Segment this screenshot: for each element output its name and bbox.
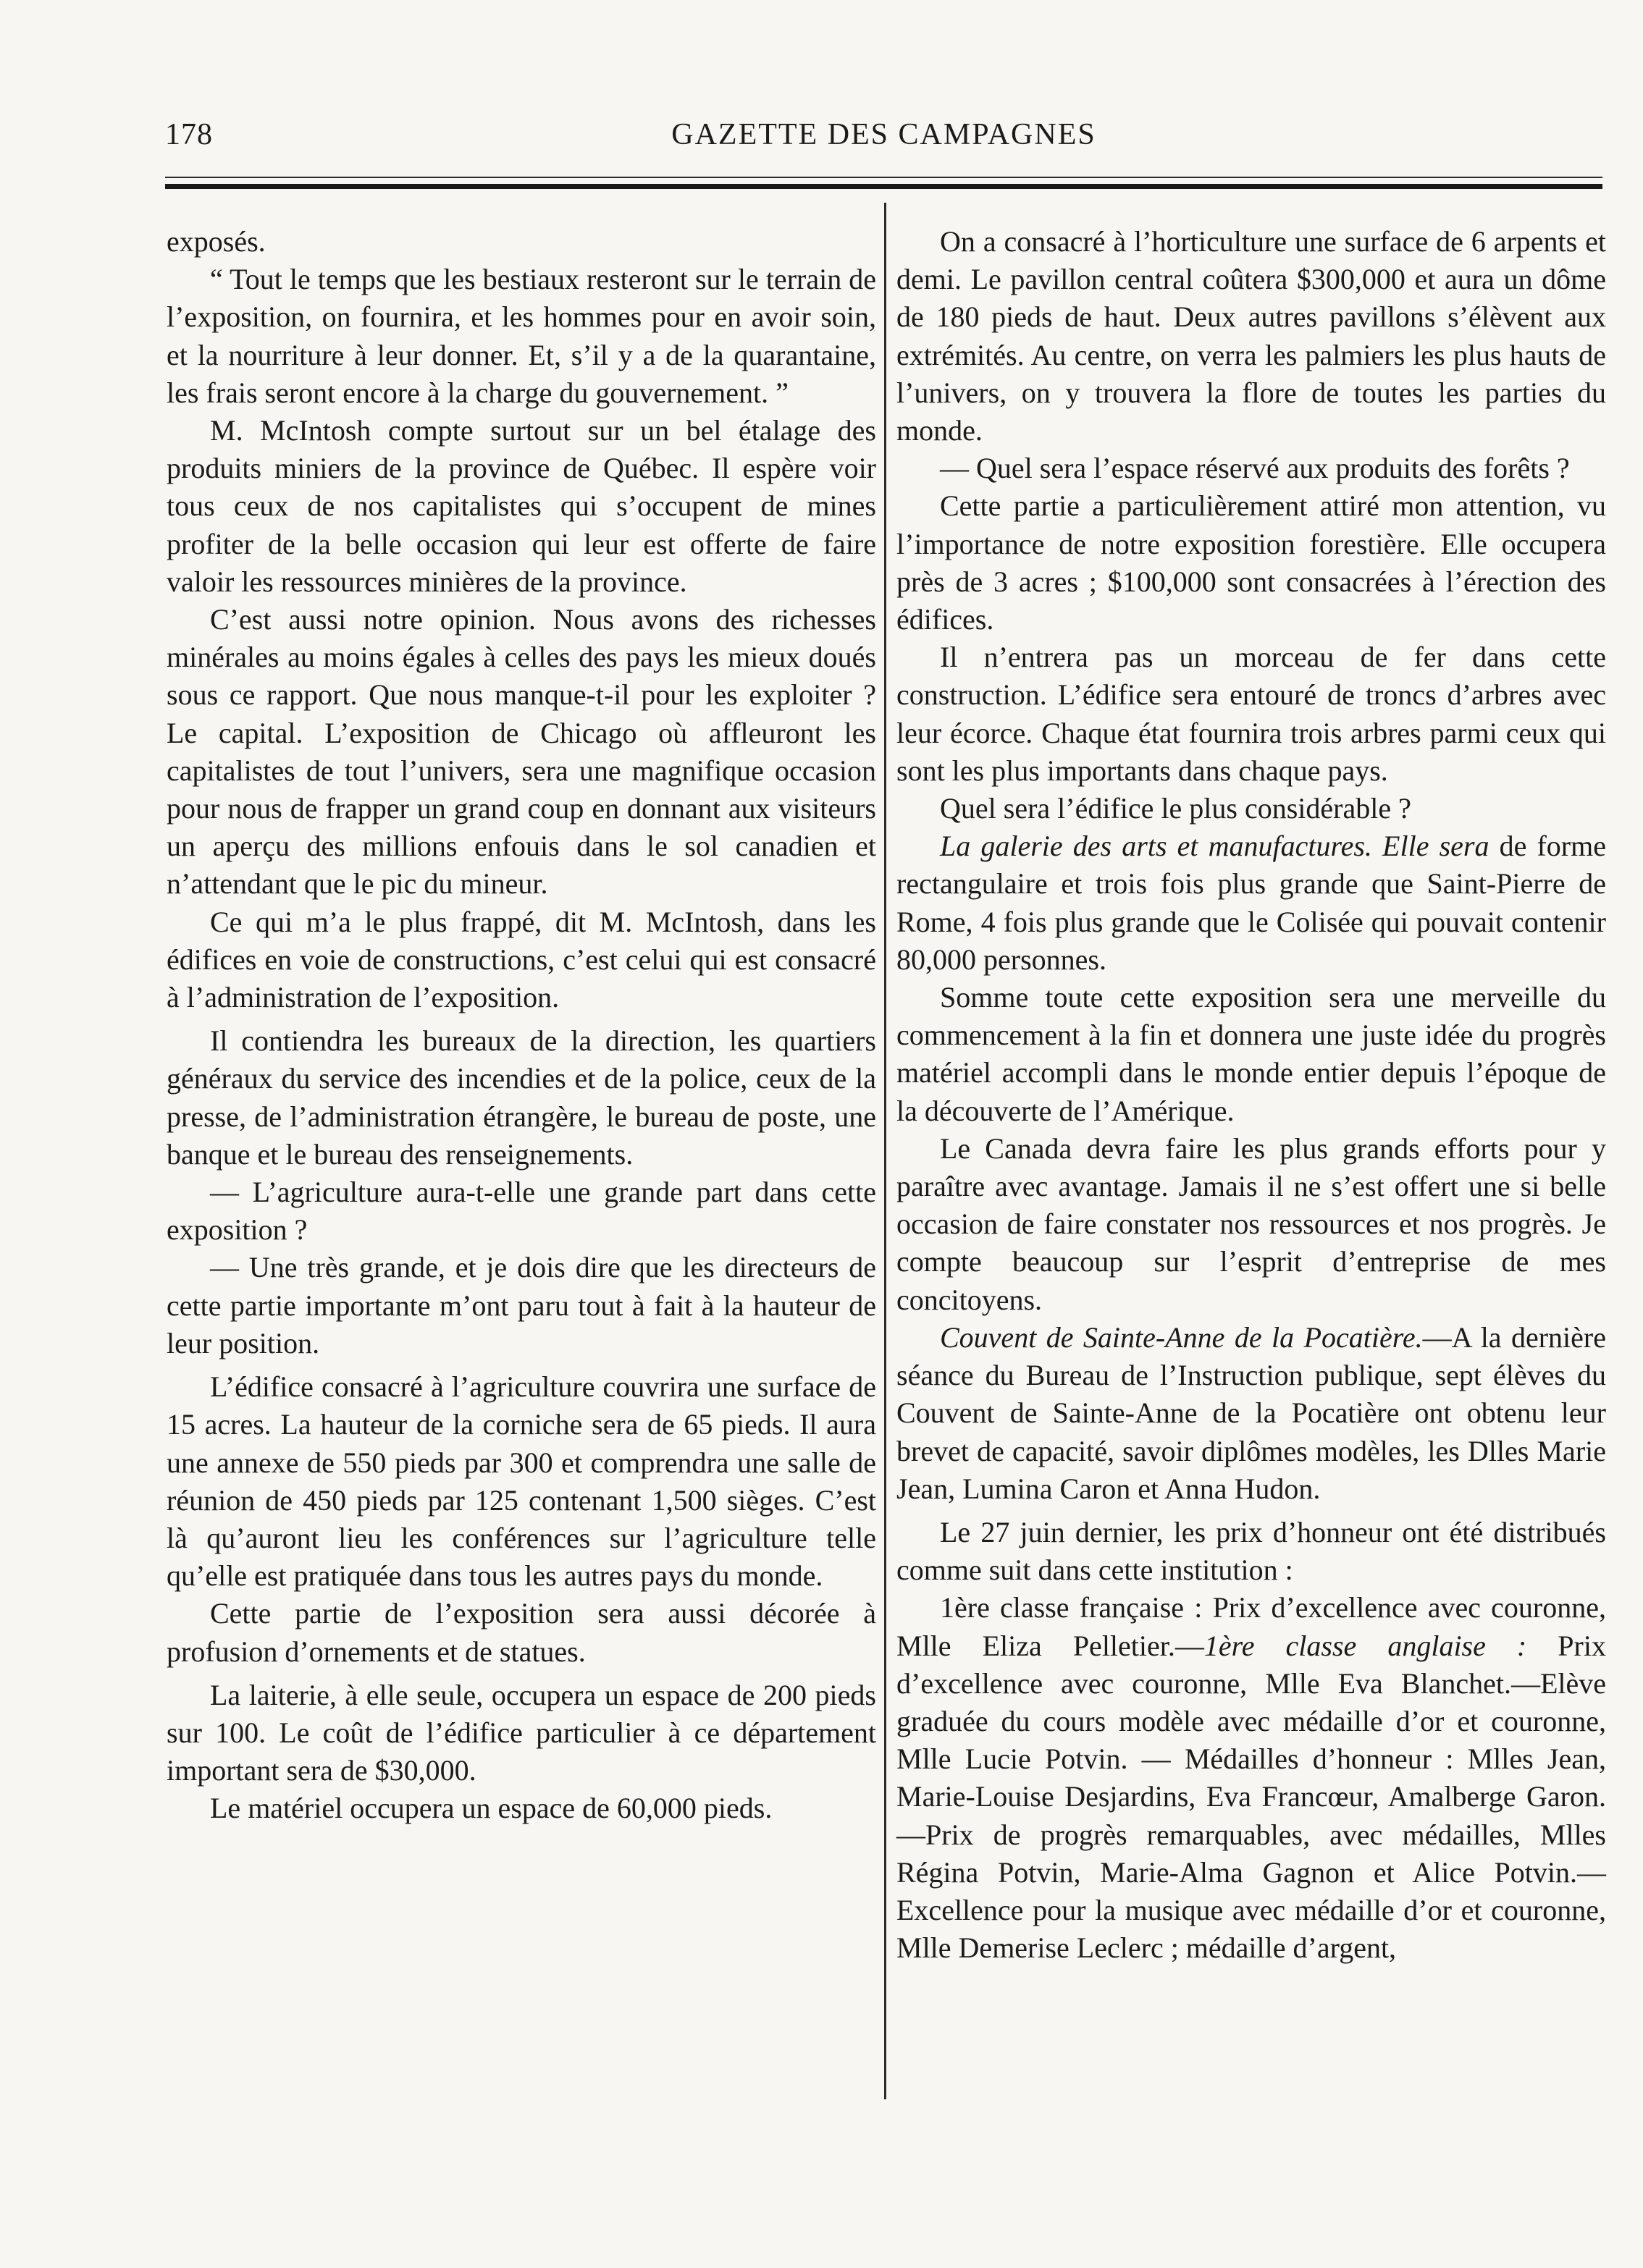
paragraph-text: de forme rectangulaire et trois fois plus grande que Saint-Pierre de Rome, 4 fois plus grande que le Colisée qui pouvait contenir 80,000 personnes. (896, 830, 1606, 976)
header-rule-thick (165, 184, 1602, 189)
paragraph: On a consacré à l’horticulture une surface de 6 arpents et demi. Le pavillon central coûtera $300,000 et aura un dôme de 180 pieds de haut. Deux autres pavillons s’élèvent aux extrémités. Au centre, on verra les palmiers les plus hauts de l’univers, on y trouvera la flore de toutes les parties du monde. (896, 225, 1606, 447)
paragraph: Cette partie a particulièrement attiré mon attention, vu l’importance de notre exposition forestière. Elle occupera près de 3 acres ; $100,000 sont consacrées à l’érection des édifices. (896, 489, 1606, 636)
paragraph: — Une très grande, et je dois dire que les directeurs de cette partie importante m’ont paru tout à fait à la hauteur de leur position. (167, 1251, 876, 1359)
paragraph (896, 1589, 1606, 1967)
paragraph: Somme toute cette exposition sera une merveille du commencement à la fin et donnera une juste idée du progrès matériel accompli dans le monde entier depuis l’époque de la découverte de l’Amérique. (896, 981, 1606, 1127)
page-header (165, 116, 1602, 159)
paragraph: “ Tout le temps que les bestiaux resteront sur le terrain de l’exposition, on fournira, et les hommes pour en avoir soin, et la nourriture à leur donner. Et, s’il y a de la quarantaine, les frais seront encore à la charge du gouvernement. ” (167, 263, 876, 409)
paragraph: Ce qui m’a le plus frappé, dit M. McIntosh, dans les édifices en voie de constructions, c’est celui qui est consacré à l’administration de l’exposition. (167, 905, 876, 1014)
paragraph (896, 827, 1606, 979)
paragraph: Le 27 juin dernier, les prix d’honneur ont été distribués comme suit dans cette institution : (896, 1515, 1606, 1587)
left-column (167, 223, 876, 1828)
paragraph: Il n’entrera pas un morceau de fer dans cette construction. L’édifice sera entouré de troncs d’arbres avec leur écorce. Chaque état fournira trois arbres parmi ceux qui sont les plus importants dans chaque pays. (896, 641, 1606, 787)
paragraph: Cette partie de l’exposition sera aussi décorée à profusion d’ornements et de statues. (167, 1597, 876, 1668)
italic-text: 1ère classe anglaise : (1203, 1629, 1527, 1662)
paragraph-text: 1ère classe française : Prix d’excellence avec couronne, Mlle Eliza Pelletier.— (896, 1591, 1606, 1662)
paragraph: La laiterie, à elle seule, occupera un espace de 200 pieds sur 100. Le coût de l’édifice particulier à ce département important sera de $30,000. (167, 1678, 876, 1787)
column-divider (884, 203, 886, 2099)
paragraph: L’édifice consacré à l’agriculture couvrira une surface de 15 acres. La hauteur de la corniche sera de 65 pieds. Il aura une annexe de 550 pieds par 300 et comprendra une salle de réunion de 450 pieds par 125 contenant 1,500 sièges. C’est là qu’auront lieu les conférences sur l’agriculture telle qu’elle est pratiquée dans tous les autres pays du monde. (167, 1370, 876, 1593)
paragraph: — L’agriculture aura-t-elle une grande part dans cette exposition ? (167, 1176, 876, 1247)
paragraph: Le Canada devra faire les plus grands efforts pour y paraître avec avantage. Jamais il ne s’est offert une si belle occasion de faire constater nos ressources et nos progrès. Je compte beaucoup sur l’esprit d’entreprise de mes concitoyens. (896, 1131, 1606, 1316)
paragraph-text: Prix d’excellence avec couronne, Mlle Eva Blanchet.—Elève graduée du cours modèle avec médaille d’or et couronne, Mlle Lucie Potvin. — Médailles d’honneur : Mlles Jean, Marie-Louise Desjardins, Eva Francœur, Amalberge Garon.—Prix de progrès remarquables, avec médailles, Mlles Régina Potvin, Marie-Alma Gagnon et Alice Potvin.—Excellence pour la musique avec médaille d’or et couronne, Mlle Demerise Leclerc ; médaille d’argent, (896, 1629, 1606, 1965)
page-number: 178 (165, 118, 213, 151)
paragraph-text: —A la dernière séance du Bureau de l’Instruction publique, sept élèves du Couvent de Sainte-Anne de la Pocatière ont obtenu leur brevet de capacité, savoir diplômes modèles, les Dlles Marie Jean, Lumina Caron et Anna Hudon. (896, 1320, 1607, 1505)
paragraph: Le matériel occupera un espace de 60,000 pieds. (210, 1792, 773, 1825)
header-rule-thin (165, 177, 1602, 178)
running-title: GAZETTE DES CAMPAGNES (671, 118, 1096, 151)
italic-heading: Couvent de Sainte-Anne de la Pocatière. (940, 1320, 1423, 1354)
paragraph: Quel sera l’édifice le plus considérable ? (940, 792, 1411, 825)
paragraph: M. McIntosh compte surtout sur un bel étalage des produits miniers de la province de Québec. Il espère voir tous ceux de nos capitalistes qui s’occupent de mines profiter de la belle occasion qui leur est offerte de faire valoir les ressources minières de la province. (167, 414, 876, 598)
paragraph (896, 1319, 1606, 1508)
paragraph: Il contiendra les bureaux de la direction, les quartiers généraux du service des incendies et de la police, ceux de la presse, de l’administration étrangère, le bureau de poste, une banque et le bureau des renseignements. (167, 1024, 876, 1171)
italic-text: La galerie des arts et manufactures. Elle sera (940, 830, 1489, 863)
paragraph: — Quel sera l’espace réservé aux produits des forêts ? (940, 452, 1570, 485)
paragraph: C’est aussi notre opinion. Nous avons des richesses minérales au moins égales à celles des pays les mieux doués sous ce rapport. Que nous manque-t-il pour les exploiter ? Le capital. L’exposition de Chicago où affleuront les capitalistes de tout l’univers, sera une magnifique occasion pour nous de frapper un grand coup en donnant aux visiteurs un aperçu des millions enfouis dans le sol canadien et n’attendant que le pic du mineur. (167, 603, 876, 901)
paragraph: exposés. (167, 225, 266, 258)
right-column (896, 223, 1606, 1967)
